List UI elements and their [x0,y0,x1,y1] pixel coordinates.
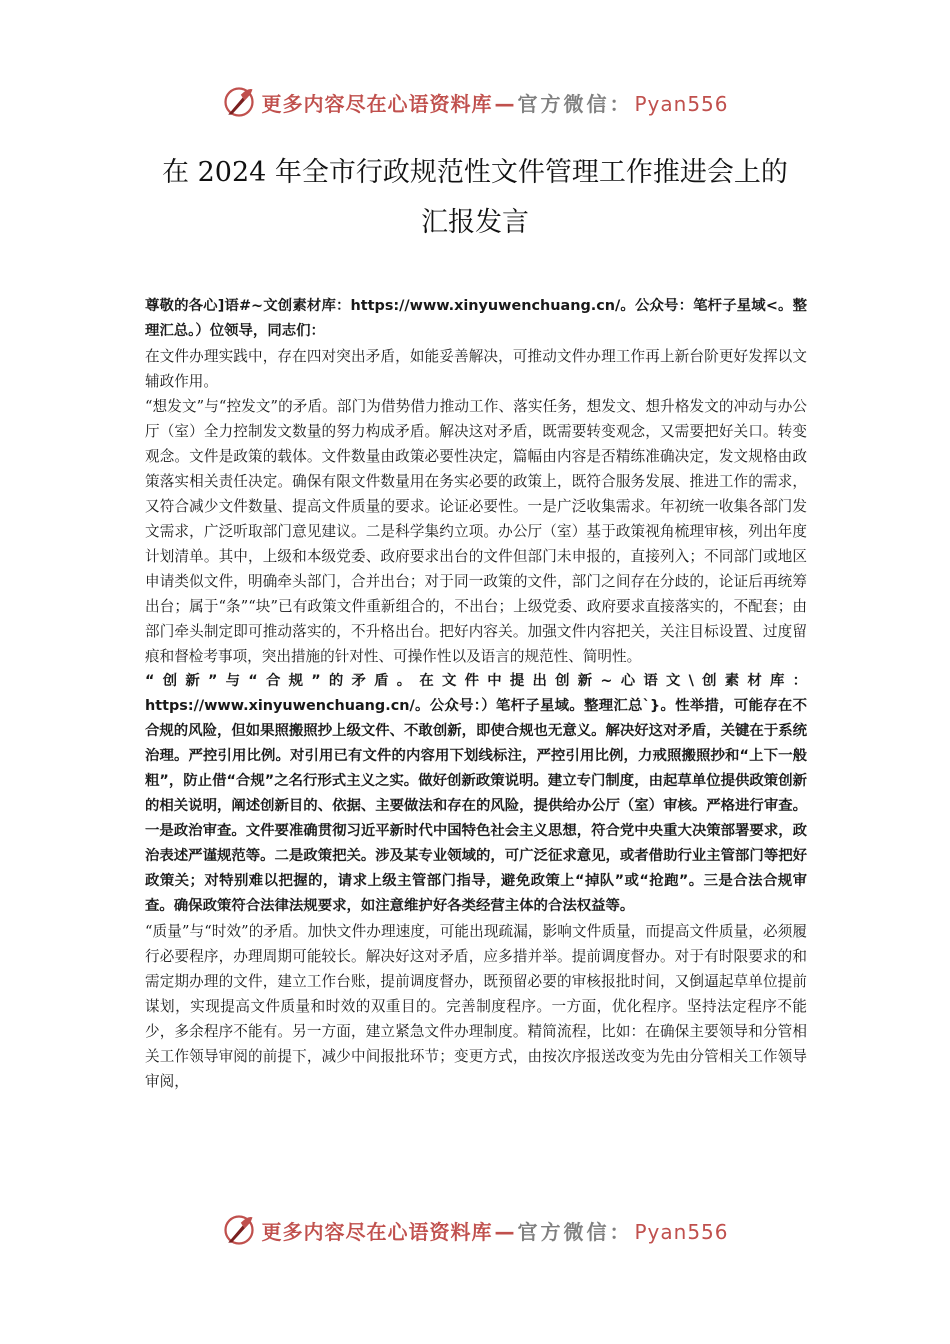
intro-paragraph: 在文件办理实践中，存在四对突出矛盾，如能妥善解决，可推动文件办理工作再上新台阶更好发挥以文辅政作用。 [145,348,807,390]
title-line-2: 汇报发言 [421,207,529,238]
title-line-1: 在 2024 年全市行政规范性文件管理工作推进会上的 [162,157,788,188]
salutation-paragraph: 尊敬的各心]语#~文创素材库：https://www.xinyuwenchuang.cn/。公众号：笔杆子星域<。整理汇总。）位领导，同志们： [145,298,807,339]
quill-logo-icon [221,84,257,120]
page-title [120,148,830,248]
quill-logo-icon [221,1212,257,1248]
section-paragraph-3: “质量”与“时效”的矛盾。加快文件办理速度，可能出现疏漏，影响文件质量，而提高文件质量，必须履行必要程序，办理周期可能较长。解决好这对矛盾，应多措并举。提前调度督办。对于有时限要求的和需定期办理的文件，建立工作台账，提前调度督办，既预留必要的审核报批时间，又倒逼起草单位提前谋划，实现提高文件质量和时效的双重目的。完善制度程序。一方面，优化程序。坚持法定程序不能少，多余程序不能有。另一方面，建立紧急文件办理制度。精简流程，比如：在确保主要领导和分管相关工作领导审阅的前提下，减少中间报批环节；变更方式，由按次序报送改变为先由分管相关工作领导审阅， [145,923,807,1090]
document-body [145,294,807,1094]
section-paragraph-1: “想发文”与“控发文”的矛盾。部门为借势借力推动工作、落实任务，想发文、想升格发文的冲动与办公厅（室）全力控制发文数量的努力构成矛盾。解决这对矛盾，既需要转变观念，又需要把好关口。转变观念。文件是政策的载体。文件数量由政策必要性决定，篇幅由内容是否精练准确决定，发文规格由政策落实相关责任决定。确保有限文件数量用在务实必要的政策上，既符合服务发展、推进工作的需求，又符合减少文件数量、提高文件质量的要求。论证必要性。一是广泛收集需求。年初统一收集各部门发文需求，广泛听取部门意见建议。二是科学集约立项。办公厅（室）基于政策视角梳理审核，列出年度计划清单。其中，上级和本级党委、政府要求出台的文件但部门未申报的，直接列入；不同部门或地区申请类似文件，明确牵头部门，合并出台；对于同一政策的文件，部门之间存在分歧的，论证后再统筹出台；属于“条”“块”已有政策文件重新组合的，不出台；上级党委、政府要求直接落实的，不配套；由部门牵头制定即可推动落实的，不升格出台。把好内容关。加强文件内容把关，关注目标设置、过度留痕和督检考事项，突出措施的针对性、可操作性以及语言的规范性、简明性。 [145,398,807,665]
banner-text: 更多内容尽在心语资料库 — 官方微信： Pyan556 [261,91,729,116]
section-paragraph-2: “创新”与“合规”的矛盾。在文件中提出创新~心语文\创素材库：https://www.xinyuwenchuang.cn/。公众号：）笔杆子星域。整理汇总`}。性举措，可能存在不合规的风险，但如果照搬照抄上级文件、不敢创新，即使合规也无意义。解决好这对矛盾，关键在于系统治理。严控引用比例。对引用已有文件的内容用下划线标注，严控引用比例，力戒照搬照抄和“上下一般粗”，防止借“合规”之名行形式主义之实。做好创新政策说明。建立专门制度，由起草单位提供政策创新的相关说明，阐述创新目的、依据、主要做法和存在的风险，提供给办公厅（室）审核。严格进行审查。一是政治审查。文件要准确贯彻习近平新时代中国特色社会主义思想，符合党中央重大决策部署要求，政治表述严谨规范等。二是政策把关。涉及某专业领域的，可广泛征求意见，或者借助行业主管部门等把好政策关；对特别难以把握的，请求上级主管部门指导，避免政策上“掉队”或“抢跑”。三是合法合规审查。确保政策符合法律法规要求，如注意维护好各类经营主体的合法权益等。 [145,673,807,914]
header-banner [0,82,950,122]
banner-text: 更多内容尽在心语资料库 — 官方微信： Pyan556 [261,1219,729,1244]
footer-banner [0,1210,950,1250]
